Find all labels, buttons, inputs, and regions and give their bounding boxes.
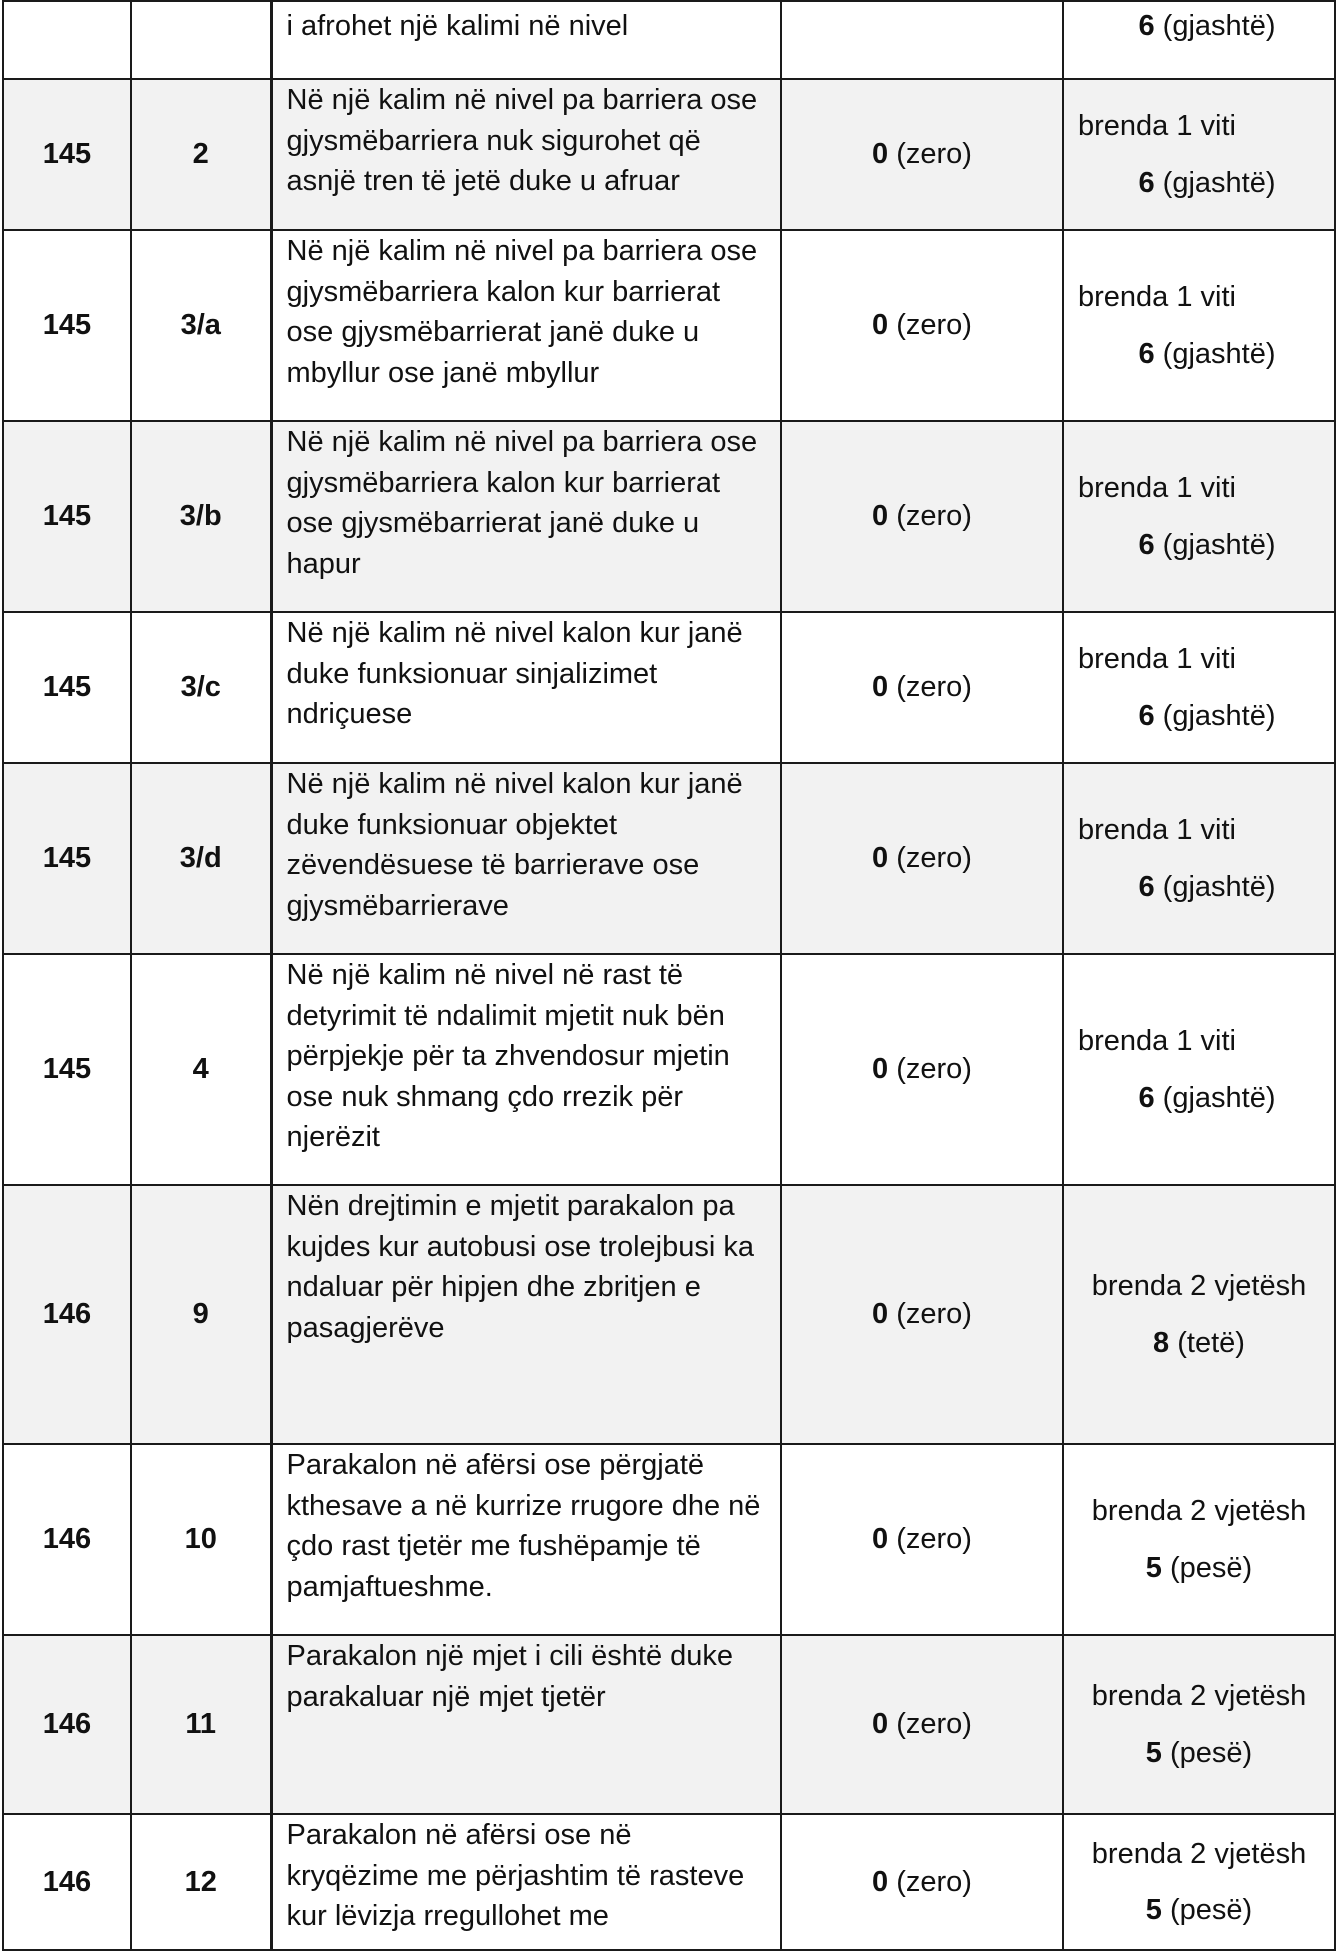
description-text: Në një kalim në nivel në rast të detyrimit të ndalimit mjetit nuk bën përpjekje për ta zhvendosur mjetin ose nuk shmang çdo rrezik për njerëzit (286, 959, 730, 1153)
period-points-text: (pesë) (1161, 1736, 1253, 1769)
article-cell: 145 (3, 612, 131, 763)
description-cell (271, 1185, 781, 1444)
period-text: brenda 1 viti (1078, 643, 1236, 675)
points-cell (781, 1, 1063, 79)
table-row (3, 954, 1335, 1185)
points-value: 0 (872, 1865, 889, 1898)
point-cell: 9 (131, 1185, 271, 1444)
article-cell: 145 (3, 79, 131, 230)
period-cell (1063, 763, 1335, 954)
period-points-value: 6 (1138, 10, 1155, 42)
point-cell: 2 (131, 79, 271, 230)
description-text: Parakalon në afërsi ose përgjatë kthesave a në kurrize rrugore dhe në çdo rast tjetër me fushëpamje të pamjaftueshme. (286, 1449, 761, 1603)
point-cell: 3/a (131, 230, 271, 421)
description-cell (271, 954, 781, 1185)
point-cell: 3/b (131, 421, 271, 612)
period-points-text: (pesë) (1161, 1551, 1253, 1584)
period-text: brenda 1 viti (1078, 814, 1236, 846)
points-value: 0 (872, 1298, 889, 1331)
description-text: Në një kalim në nivel pa barriera ose gjysmëbarriera nuk sigurohet që asnjë tren të jetë duke u afruar (286, 84, 758, 197)
period-points-text: (pesë) (1161, 1894, 1253, 1926)
period-points-value: 6 (1138, 1081, 1155, 1114)
period-points-text: (gjashtë) (1154, 166, 1276, 199)
penalty-points-table (2, 0, 1336, 1951)
period-text: brenda 1 viti (1078, 1025, 1236, 1057)
description-text: i afrohet një kalimi në nivel (286, 10, 629, 42)
points-text: (zero) (888, 138, 972, 171)
table-row (3, 1185, 1335, 1444)
points-cell (781, 1444, 1063, 1635)
period-points-text: (gjashtë) (1154, 337, 1276, 370)
table-row (3, 612, 1335, 763)
point-cell: 11 (131, 1635, 271, 1814)
table-row (3, 1444, 1335, 1635)
article-cell: 146 (3, 1185, 131, 1444)
table-row (3, 1814, 1335, 1950)
period-cell (1063, 421, 1335, 612)
period-points-value: 5 (1145, 1894, 1162, 1926)
article-cell: 145 (3, 230, 131, 421)
description-text: Në një kalim në nivel kalon kur janë duke funksionuar objektet zëvendësuese të barrierave ose gjysmëbarrierave (286, 768, 743, 922)
period-text: brenda 1 viti (1078, 472, 1236, 504)
period-cell (1063, 1814, 1335, 1950)
points-cell (781, 79, 1063, 230)
points-cell (781, 612, 1063, 763)
period-cell (1063, 1, 1335, 79)
description-cell (271, 1444, 781, 1635)
points-cell (781, 954, 1063, 1185)
article-cell: 146 (3, 1635, 131, 1814)
period-points-text: (tetë) (1169, 1326, 1245, 1359)
points-value: 0 (872, 1708, 889, 1741)
point-cell: 10 (131, 1444, 271, 1635)
table-row (3, 421, 1335, 612)
table-row (3, 230, 1335, 421)
points-value: 0 (872, 138, 889, 171)
table-row (3, 763, 1335, 954)
period-points-value: 6 (1138, 699, 1155, 732)
period-cell (1063, 1635, 1335, 1814)
description-cell (271, 230, 781, 421)
period-text: brenda 2 vjetësh (1091, 1270, 1307, 1302)
point-cell (131, 1, 271, 79)
table-row (3, 1, 1335, 79)
points-value: 0 (872, 1053, 889, 1086)
period-points-text: (gjashtë) (1154, 528, 1276, 561)
period-points-text: (gjashtë) (1154, 870, 1276, 903)
points-value: 0 (872, 1523, 889, 1556)
points-value: 0 (872, 309, 889, 342)
period-points-text: (gjashtë) (1154, 10, 1276, 42)
description-cell (271, 79, 781, 230)
points-value: 0 (872, 500, 889, 533)
points-text: (zero) (888, 500, 972, 533)
period-text: brenda 2 vjetësh (1091, 1495, 1307, 1527)
points-cell (781, 421, 1063, 612)
period-text: brenda 1 viti (1078, 281, 1236, 313)
points-value: 0 (872, 842, 889, 875)
description-cell (271, 763, 781, 954)
period-cell (1063, 1444, 1335, 1635)
article-cell: 145 (3, 954, 131, 1185)
description-text: Në një kalim në nivel kalon kur janë duke funksionuar sinjalizimet ndriçuese (286, 617, 743, 730)
period-points-value: 5 (1145, 1736, 1162, 1769)
description-text: Në një kalim në nivel pa barriera ose gjysmëbarriera kalon kur barrierat ose gjysmëbarrierat janë duke u mbyllur ose janë mbyllur (286, 235, 758, 389)
point-cell: 12 (131, 1814, 271, 1950)
article-cell: 145 (3, 421, 131, 612)
period-cell (1063, 1185, 1335, 1444)
article-cell: 146 (3, 1814, 131, 1950)
period-points-value: 5 (1145, 1551, 1162, 1584)
period-cell (1063, 230, 1335, 421)
period-points-value: 6 (1138, 870, 1155, 903)
description-cell (271, 421, 781, 612)
description-cell (271, 612, 781, 763)
description-cell (271, 1635, 781, 1814)
points-text: (zero) (888, 1865, 972, 1898)
period-points-value: 6 (1138, 166, 1155, 199)
period-points-value: 6 (1138, 528, 1155, 561)
table-row (3, 1635, 1335, 1814)
period-cell (1063, 79, 1335, 230)
article-cell (3, 1, 131, 79)
description-cell (271, 1, 781, 79)
point-cell: 4 (131, 954, 271, 1185)
article-cell: 145 (3, 763, 131, 954)
period-points-text: (gjashtë) (1154, 1081, 1276, 1114)
points-text: (zero) (888, 1053, 972, 1086)
points-cell (781, 1185, 1063, 1444)
period-cell (1063, 612, 1335, 763)
points-text: (zero) (888, 309, 972, 342)
points-cell (781, 763, 1063, 954)
points-text: (zero) (888, 842, 972, 875)
points-cell (781, 1814, 1063, 1950)
points-cell (781, 1635, 1063, 1814)
description-cell (271, 1814, 781, 1950)
period-points-value: 8 (1153, 1326, 1170, 1359)
points-text: (zero) (888, 671, 972, 704)
period-points-text: (gjashtë) (1154, 699, 1276, 732)
description-text: Parakalon një mjet i cili është duke parakaluar një mjet tjetër (286, 1640, 734, 1713)
description-text: Nën drejtimin e mjetit parakalon pa kujdes kur autobusi ose trolejbusi ka ndaluar për hipjen dhe zbritjen e pasagjerëve (286, 1190, 754, 1344)
article-cell: 146 (3, 1444, 131, 1635)
period-points-value: 6 (1138, 337, 1155, 370)
period-text: brenda 1 viti (1078, 110, 1236, 142)
points-text: (zero) (888, 1298, 972, 1331)
description-text: Parakalon në afërsi ose në kryqëzime me përjashtim të rasteve kur lëvizja rregullohet me (286, 1819, 745, 1932)
table-row (3, 79, 1335, 230)
points-text: (zero) (888, 1708, 972, 1741)
description-text: Në një kalim në nivel pa barriera ose gjysmëbarriera kalon kur barrierat ose gjysmëbarrierat janë duke u hapur (286, 426, 758, 580)
points-cell (781, 230, 1063, 421)
period-text: brenda 2 vjetësh (1091, 1680, 1307, 1712)
points-value: 0 (872, 671, 889, 704)
period-cell (1063, 954, 1335, 1185)
point-cell: 3/c (131, 612, 271, 763)
points-text: (zero) (888, 1523, 972, 1556)
point-cell: 3/d (131, 763, 271, 954)
period-text: brenda 2 vjetësh (1091, 1837, 1307, 1870)
